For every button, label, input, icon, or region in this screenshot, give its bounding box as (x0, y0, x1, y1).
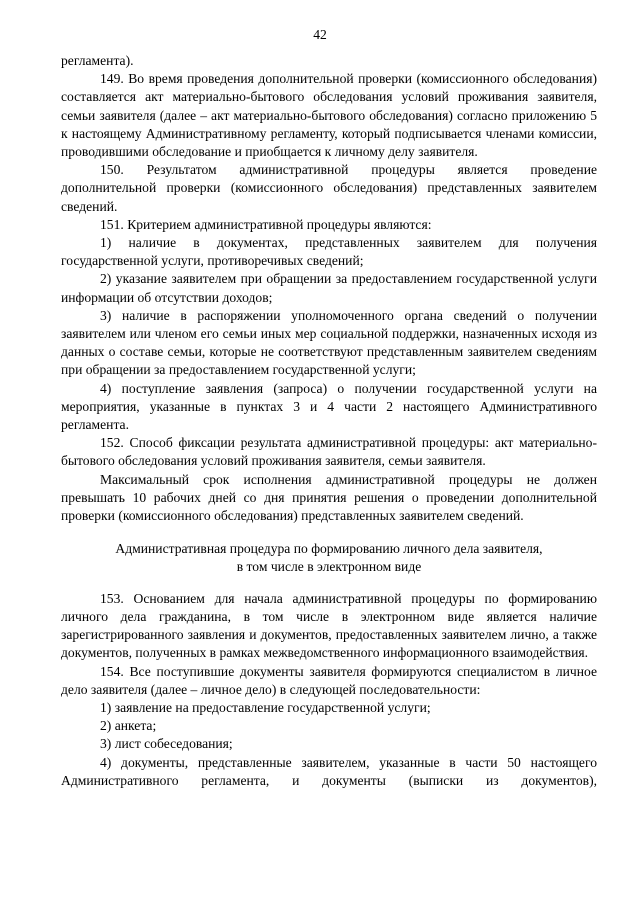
paragraph-153: 153. Основанием для начала административной процедуры по формированию личного дела гражданина, в том числе в электронном виде является наличие зарегистрированного заявления и документов, предоставленных заявителем лично, а также документов, полученных в рамках межведомственного информационного взаимодействия. (61, 590, 597, 661)
list-item-151-1: 1) наличие в документах, представленных заявителем для получения государственной услуги, противоречивых сведений; (61, 235, 597, 269)
list-item-151-3: 3) наличие в распоряжении уполномоченного органа сведений о получении заявителем или членом его семьи иных мер социальной поддержки, назначенных исходя из данных о составе семьи, которые не соответствуют представленным заявителем сведениям при обращении за предоставлением государственной услуги; (61, 307, 597, 378)
paragraph-149: 149. Во время проведения дополнительной проверки (комиссионного обследования) составляется акт материально-бытового обследования условий проживания заявителя, семьи заявителя (далее – акт материально-бытового обследования) согласно приложению 5 к настоящему Административному регламенту, который подписывается членами комиссии, проводившими обследование и приобщается к личному делу заявителя. (61, 71, 597, 160)
paragraph-max-term: Максимальный срок исполнения административной процедуры не должен превышать 10 рабочих дней со дня принятия решения о проведении дополнительной проверки (комиссионного обследования) представленных заявителем сведений. (61, 471, 597, 524)
list-item-154-4: 4) документы, представленные заявителем, указанные в части 50 настоящего Административного регламента, и документы (выписки из документов), (61, 754, 597, 788)
section-heading-line-2: в том числе в электронном виде (236, 559, 422, 575)
paragraph-154: 154. Все поступившие документы заявителя формируются специалистом в личное дело заявителя (далее – личное дело) в следующей последовательности: (61, 663, 597, 697)
list-item-151-2: 2) указание заявителем при обращении за предоставлением государственной услуги информации об отсутствии доходов; (61, 271, 597, 305)
list-item-154-3: 3) лист собеседования; (100, 736, 233, 752)
page-number: 42 (313, 27, 327, 42)
list-item-151-4: 4) поступление заявления (запроса) о получении государственной услуги на мероприятия, указанные в пунктах 3 и 4 части 2 настоящего Административного регламента. (61, 380, 597, 433)
paragraph-continuation: регламента). (61, 53, 134, 68)
list-item-154-1: 1) заявление на предоставление государственной услуги; (100, 699, 431, 715)
section-heading-line-1: Административная процедура по формированию личного дела заявителя, (115, 541, 543, 557)
paragraph-152: 152. Способ фиксации результата административной процедуры: акт материально-бытового обследования условий проживания заявителя, семьи заявителя. (61, 435, 597, 469)
list-item-154-2: 2) анкета; (100, 718, 157, 734)
section-heading (61, 540, 597, 576)
paragraph-150: 150. Результатом административной процедуры является проведение дополнительной проверки (комиссионного обследования) представленных заявителем сведений. (61, 162, 597, 214)
paragraph-151: 151. Критерием административной процедуры являются: (100, 216, 432, 232)
document-body (61, 52, 597, 790)
